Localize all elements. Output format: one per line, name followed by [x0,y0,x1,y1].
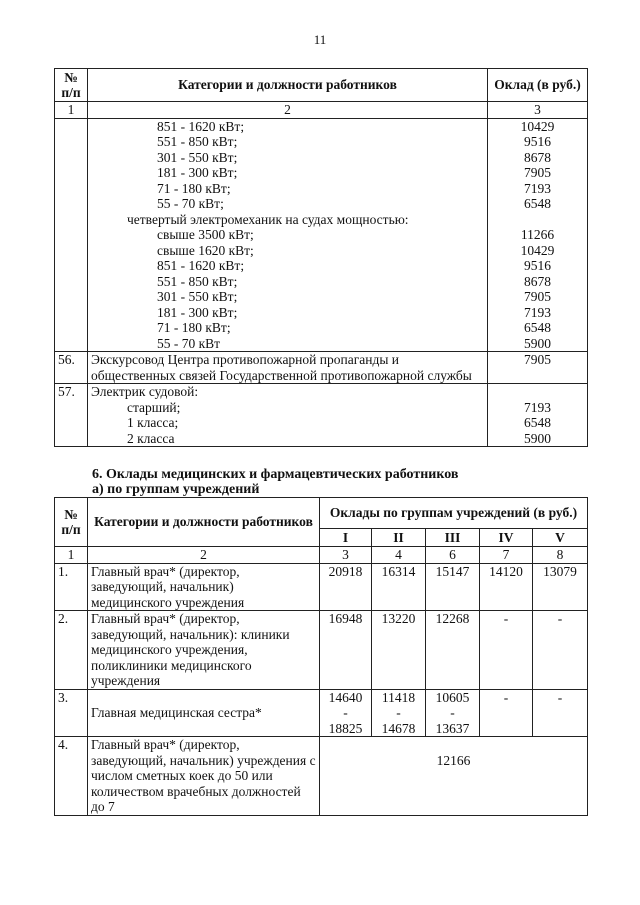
range-dash: - [343,705,348,720]
salary-max: 18825 [328,720,363,736]
salary-value: - [480,689,533,737]
col-number: 2 [88,102,488,119]
salary-value: 10429 [520,242,555,258]
table-header-row [55,498,588,529]
salary-value: 6548 [524,320,551,335]
col-header-num: № п/п [55,69,88,102]
salary-value: - [480,611,533,690]
group-header: II [372,529,426,547]
salary-value: 7905 [524,165,551,180]
power-range-label: 301 - 550 кВт; [157,149,238,165]
group-header: IV [480,529,533,547]
col-number: 3 [320,547,372,564]
row-number: 56. [55,352,88,384]
row-number: 57. [55,384,88,447]
row-number: 2. [55,611,88,690]
table-row [55,352,588,384]
positions-salary-table [54,68,588,447]
group-header: V [533,529,588,547]
power-range-label: 851 - 1620 кВт; [157,258,245,273]
class-label: 1 класса; [127,415,179,430]
power-range-label: 551 - 850 кВт; [157,273,238,289]
salary-value: 5900 [524,335,551,351]
power-range-label: 551 - 850 кВт; [157,134,238,149]
salary-max: 13637 [435,720,470,736]
salary-value: 9516 [524,134,551,149]
power-range-label: 71 - 180 кВт; [157,180,231,196]
position-title: Главный врач* (директор, заведующий, начальник) медицинского учреждения [88,563,320,611]
row-number: 1. [55,563,88,611]
salary-value: 7905 [524,289,551,304]
salary-value: 10429 [520,118,555,134]
salary-value: 8678 [524,149,551,165]
position-title: четвертый электромеханик на судах мощностью: [127,211,409,227]
salary-value: - [533,611,588,690]
row-number: 4. [55,737,88,816]
salary-value: 5900 [524,430,551,446]
col-number: 6 [426,547,480,564]
section-subtitle: а) по группам учреждений [92,482,260,497]
col-number: 8 [533,547,588,564]
power-range-label: 181 - 300 кВт; [157,165,238,180]
table-row [55,118,588,352]
salary-min: 11418 [381,689,416,705]
power-range-label: свыше 3500 кВт; [157,227,254,242]
salary-min: 10605 [435,689,470,705]
salary-value: 12268 [426,611,480,690]
group-header: I [320,529,372,547]
power-range-label: 301 - 550 кВт; [157,289,238,304]
salary-value: 8678 [524,273,551,289]
row-number: 3. [55,689,88,737]
salary-value: 9516 [524,258,551,273]
power-range-label: свыше 1620 кВт; [157,242,254,258]
salary-max: 14678 [381,720,416,736]
salary-value: 13079 [533,563,588,611]
table-row [55,563,588,611]
col-number-row [55,547,588,564]
col-number: 4 [372,547,426,564]
position-title: Электрик судовой: [91,384,199,399]
col-header-salary: Оклад (в руб.) [488,69,588,102]
salary-value: 13220 [372,611,426,690]
table-row [55,384,588,447]
salary-value: 6548 [524,196,551,211]
page-number: 11 [313,32,327,47]
col-number: 2 [88,547,320,564]
salary-value: 16314 [372,563,426,611]
class-label: 2 класса [127,430,175,446]
section-title [92,467,458,497]
power-range-label: 181 - 300 кВт; [157,304,238,320]
range-dash: - [450,705,455,720]
table-header-row [55,69,588,102]
col-number: 3 [488,102,588,119]
position-title: Экскурсовод Центра противопожарной пропаганды и общественных связей Государственной противопожарной службы [88,352,488,384]
salary-value: 15147 [426,563,480,611]
salary-value: 16948 [320,611,372,690]
section-title-line: 6. Оклады медицинских и фармацевтических работников [92,467,459,482]
col-header-category: Категории и должности работников [88,69,488,102]
salary-value: 6548 [524,415,551,430]
col-number-row [55,102,588,119]
class-label: старший; [127,399,181,415]
range-dash: - [396,705,401,720]
table-row [55,611,588,690]
col-number: 7 [480,547,533,564]
power-range-label: 55 - 70 кВт [157,335,221,351]
power-range-label: 851 - 1620 кВт; [157,118,245,134]
col-header-category: Категории и должности работников [88,498,320,547]
salary-value: 7193 [524,180,551,196]
salary-value: 7193 [524,304,551,320]
col-header-groups: Оклады по группам учреждений (в руб.) [320,498,588,529]
salary-min: 14640 [328,689,363,705]
medical-salary-table [54,497,588,816]
salary-value-merged: 12166 [320,737,588,816]
salary-value: 14120 [480,563,533,611]
salary-value: 7193 [524,399,551,415]
table-row [55,689,588,737]
position-title: Главный врач* (директор, заведующий, начальник) учреждения с числом сметных коек до 50 или количеством врачебных должностей до 7 [88,737,320,816]
salary-value: - [533,689,588,737]
power-range-label: 55 - 70 кВт; [157,196,224,211]
position-title: Главная медицинская сестра* [88,689,320,737]
salary-value: 20918 [320,563,372,611]
position-title: Главный врач* (директор, заведующий, начальник): клиники медицинского учреждения, поликлиники медицинского учреждения [88,611,320,690]
salary-value: 7905 [488,352,588,384]
col-number: 1 [55,547,88,564]
salary-value: 11266 [520,227,555,242]
table-row [55,737,588,816]
col-header-num: № п/п [55,498,88,547]
col-number: 1 [55,102,88,119]
group-header: III [426,529,480,547]
power-range-label: 71 - 180 кВт; [157,320,231,335]
